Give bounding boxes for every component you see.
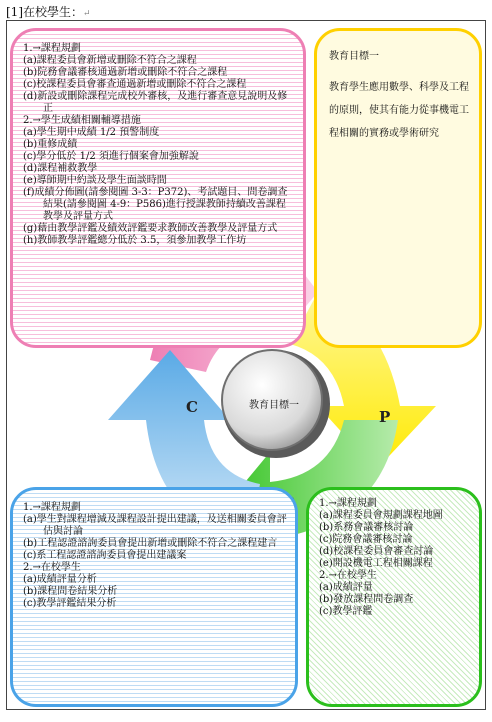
- check-box: [10, 487, 298, 707]
- cycle-letter-c: C: [186, 398, 198, 416]
- plan-content: [329, 45, 469, 145]
- do-item: (b)系務會議審核討論: [319, 522, 414, 533]
- check-item: (c)教學評鑑結果分析: [23, 598, 117, 609]
- check-item: 2.→在校學生: [23, 562, 81, 573]
- act-item: (h)教師教學評鑑總分低於 3.5，須參加教學工作坊: [23, 235, 247, 246]
- check-item: (b)工程認證諮詢委員會提出新增或刪除不符合之課程建言: [23, 538, 278, 549]
- do-item: (d)校課程委員會審查討論: [319, 546, 434, 557]
- do-item: (b)發放課程問卷調查: [319, 594, 414, 605]
- act-item: (c)學分低於 1/2 須進行個案會加強解說: [23, 151, 199, 162]
- act-item: (d)新設或刪除課程完成校外審核，及進行審查意見說明及修正: [23, 91, 288, 114]
- act-item: (a)課程委員會新增或刪除不符合之課程: [23, 55, 197, 66]
- act-item: (e)導師期中約談及學生面談時間: [23, 175, 167, 186]
- act-item: (f)成績分佈圖(請參閱圖 3-3：P372)、考試題目、問卷調查結果(請參閱圖 4-9：P586)進行授課教師持續改善課程教學及評量方式: [23, 187, 288, 222]
- act-item: (a)學生期中成績 1/2 預警制度: [23, 127, 160, 138]
- do-item: (a)成績評量: [319, 582, 373, 593]
- do-list: [319, 498, 473, 618]
- do-item: (a)課程委員會規劃課程地圖: [319, 510, 443, 521]
- check-item: (b)課程問卷結果分析: [23, 586, 118, 597]
- do-item: 2.→在校學生: [319, 570, 377, 581]
- act-box: [10, 28, 306, 348]
- check-item: (a)成績評量分析: [23, 574, 97, 585]
- plan-title: 教育目標一: [329, 51, 379, 62]
- plan-box: [314, 28, 482, 348]
- do-item: (c)院務會議審核討論: [319, 534, 413, 545]
- act-item: (d)課程補救教學: [23, 163, 98, 174]
- check-item: (c)系工程認證諮詢委員會提出建議案: [23, 550, 187, 561]
- check-item: (a)學生對課程增減及課程設計提出建議，及送相關委員會評估與討論: [23, 514, 287, 537]
- act-item: (g)藉由教學評鑑及績效評鑑要求教師改善教學及評量方式: [23, 223, 278, 234]
- check-list: [23, 502, 287, 610]
- act-list: [23, 43, 295, 247]
- act-item: (c)校課程委員會審查通過新增或刪除不符合之課程: [23, 79, 247, 90]
- do-item: 1.→課程規劃: [319, 498, 377, 509]
- do-box: [306, 487, 482, 707]
- do-item: (e)開設機電工程相關課程: [319, 558, 433, 569]
- plan-text: 教育學生應用數學、科學及工程的原則，使其有能力從事機電工程相關的實務或學術研究: [329, 82, 469, 139]
- act-item: (b)重修成績: [23, 139, 78, 150]
- act-item: 1.→課程規劃: [23, 43, 81, 54]
- cycle-letter-p: P: [379, 408, 391, 426]
- act-item: 2.→學生成績相關輔導措施: [23, 115, 141, 126]
- paragraph-mark: ↵: [83, 9, 91, 19]
- act-item: (b)院務會議審核通過新增或刪除不符合之課程: [23, 67, 228, 78]
- center-label: 教育目標一: [249, 400, 299, 411]
- check-item: 1.→課程規劃: [23, 502, 81, 513]
- section-heading-text: [1]在校學生：: [6, 5, 83, 19]
- do-item: (c)教學評鑑: [319, 606, 373, 617]
